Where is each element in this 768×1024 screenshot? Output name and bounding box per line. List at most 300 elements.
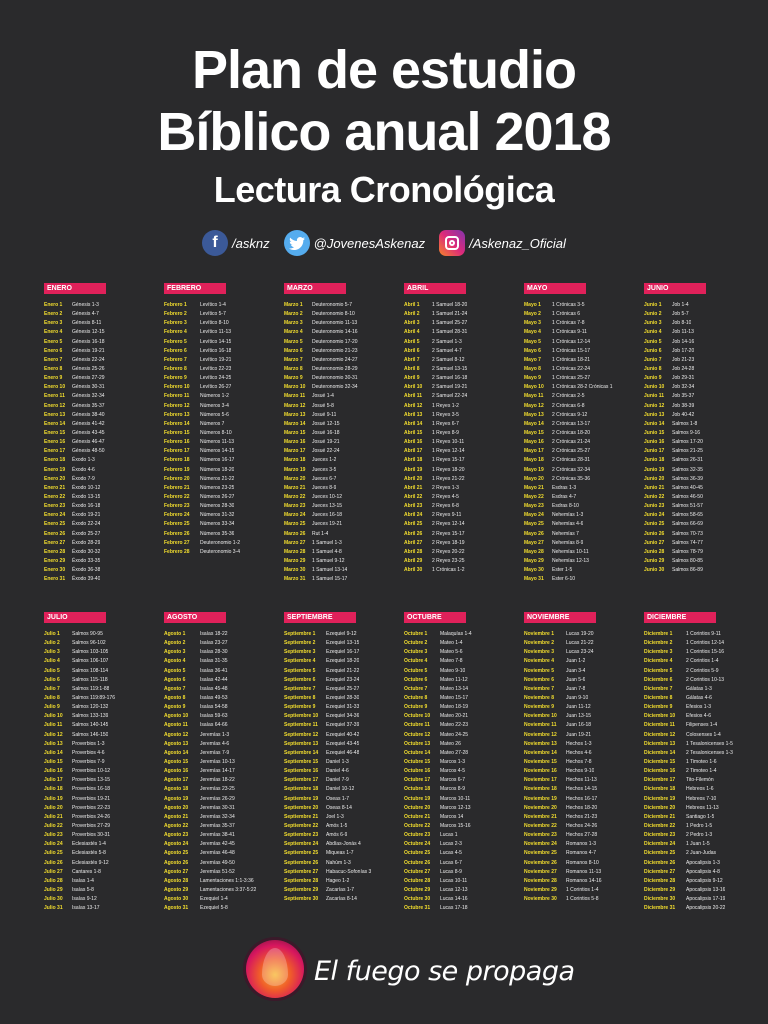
reading-passage: Génesis 8-11	[72, 320, 102, 327]
reading-row	[524, 374, 644, 383]
day-label: Abril 17	[404, 448, 423, 455]
month-header: ENERO	[44, 283, 106, 294]
reading-passage: Números 23-25	[200, 484, 235, 491]
reading-passage: Deuteronomio 8-10	[312, 311, 355, 318]
day-label: Mayo 11	[524, 393, 544, 400]
day-label: Septiembre 25	[284, 850, 319, 857]
reading-passage: Efesios 4-6	[686, 713, 712, 720]
reading-row	[404, 520, 524, 529]
day-label: Mayo 6	[524, 347, 541, 354]
day-label: Noviembre 1	[524, 631, 555, 637]
reading-passage: Proverbios 22-23	[72, 804, 111, 811]
reading-row	[44, 877, 164, 886]
day-label: Noviembre 12	[524, 731, 557, 738]
reading-passage: Números 16-17	[200, 457, 235, 464]
reading-row	[644, 438, 764, 447]
reading-row	[644, 721, 764, 730]
day-label: Agosto 15	[164, 758, 189, 765]
reading-passage: Hechos 14-15	[566, 786, 598, 793]
reading-passage: 1 Crónicas 9-11	[552, 329, 587, 336]
reading-row	[524, 767, 644, 776]
reading-passage: Josué 5-8	[312, 402, 334, 409]
day-label: Abril 20	[404, 475, 423, 482]
day-label: Junio 19	[644, 466, 665, 473]
day-label: Septiembre 1	[284, 631, 316, 637]
reading-row	[164, 840, 284, 849]
reading-row	[44, 557, 164, 566]
reading-row	[644, 511, 764, 520]
reading-passage: 2 Crónicas 2-5	[552, 393, 585, 400]
reading-row	[524, 566, 644, 575]
reading-passage: 2 Samuel 4-7	[432, 347, 462, 354]
reading-row	[524, 813, 644, 822]
reading-passage: Números 14-15	[200, 448, 235, 455]
day-label: Abril 5	[404, 338, 420, 345]
reading-passage: Lucas 19-20	[566, 631, 594, 637]
reading-row	[284, 749, 404, 758]
reading-passage: Mateo 27-28	[440, 749, 469, 756]
reading-row	[44, 548, 164, 557]
reading-row	[644, 886, 764, 895]
reading-passage: Lucas 4-5	[440, 850, 462, 857]
reading-row	[284, 795, 404, 804]
reading-passage: Deuteronomio 24-27	[312, 356, 358, 363]
reading-passage: Jeremías 32-34	[200, 813, 235, 820]
reading-row	[524, 886, 644, 895]
day-label: Febrero 23	[164, 503, 190, 510]
twitter-link[interactable]	[284, 230, 425, 256]
reading-passage: Ezequiel 43-45	[326, 740, 360, 747]
reading-row	[404, 877, 524, 886]
reading-row	[44, 539, 164, 548]
reading-row	[284, 402, 404, 411]
day-label: Septiembre 21	[284, 813, 319, 820]
reading-row	[44, 639, 164, 648]
reading-passage: Éxodo 36-38	[72, 567, 101, 574]
reading-row	[404, 484, 524, 493]
reading-passage: Juan 7-8	[566, 685, 586, 692]
day-label: Mayo 14	[524, 420, 544, 427]
reading-row	[644, 676, 764, 685]
day-label: Diciembre 11	[644, 722, 675, 729]
day-label: Abril 25	[404, 521, 423, 528]
reading-passage: 1 Corintios 9-11	[686, 631, 721, 637]
day-label: Julio 10	[44, 713, 63, 720]
reading-row	[164, 712, 284, 721]
reading-row	[164, 356, 284, 365]
reading-row	[284, 886, 404, 895]
reading-passage: Hechos 18-20	[566, 804, 598, 811]
reading-passage: Jeremías 30-31	[200, 804, 235, 811]
reading-row	[284, 557, 404, 566]
reading-row	[404, 657, 524, 666]
reading-row	[644, 475, 764, 484]
reading-passage: Ezequiel 5-8	[200, 905, 228, 912]
reading-row	[524, 365, 644, 374]
reading-passage: Malaquías 1-4	[440, 631, 472, 637]
reading-row	[164, 767, 284, 776]
month-septiembre	[284, 612, 404, 904]
day-label: Diciembre 5	[644, 667, 673, 674]
day-label: Diciembre 28	[644, 877, 676, 884]
reading-row	[44, 530, 164, 539]
reading-passage: Romanos 8-10	[566, 859, 599, 866]
day-label: Enero 22	[44, 493, 66, 500]
reading-passage: Nahúm 1-3	[326, 859, 351, 866]
day-label: Agosto 22	[164, 822, 189, 829]
reading-row	[644, 868, 764, 877]
reading-passage: Génesis 32-34	[72, 393, 105, 400]
reading-passage: 1 Reyes 6-7	[432, 420, 459, 427]
day-label: Enero 6	[44, 347, 63, 354]
reading-row	[404, 338, 524, 347]
day-label: Agosto 18	[164, 786, 189, 793]
reading-passage: Apocalipsis 4-8	[686, 868, 720, 875]
reading-row	[284, 420, 404, 429]
reading-row	[524, 676, 644, 685]
day-label: Abril 4	[404, 329, 420, 336]
reading-row	[44, 749, 164, 758]
reading-row	[524, 840, 644, 849]
reading-passage: Levítico 1-4	[200, 302, 226, 308]
day-label: Enero 2	[44, 311, 63, 318]
reading-passage: Números 21-22	[200, 475, 235, 482]
reading-passage: 2 Corintios 5-9	[686, 667, 719, 674]
day-label: Septiembre 10	[284, 713, 319, 720]
reading-row	[524, 648, 644, 657]
reading-row	[524, 356, 644, 365]
day-label: Marzo 28	[284, 548, 306, 555]
reading-row	[44, 456, 164, 465]
reading-row	[44, 383, 164, 392]
reading-passage: Juan 11-12	[566, 704, 591, 711]
day-label: Febrero 7	[164, 356, 187, 363]
reading-row	[164, 319, 284, 328]
day-label: Junio 18	[644, 457, 665, 464]
title-line-1: Plan de estudio	[191, 40, 577, 100]
reading-passage: Job 5-7	[672, 311, 689, 318]
reading-row	[644, 557, 764, 566]
month-marzo	[284, 283, 404, 584]
facebook-link[interactable]	[202, 230, 270, 256]
reading-passage: Salmos 86-89	[672, 567, 703, 574]
reading-passage: Jeremías 42-45	[200, 841, 235, 848]
reading-passage: 2 Reyes 23-25	[432, 557, 465, 564]
reading-passage: Ezequiel 21-22	[326, 667, 360, 674]
reading-row	[164, 630, 284, 639]
reading-passage: Jeremías 46-48	[200, 850, 235, 857]
day-label: Agosto 31	[164, 905, 189, 912]
reading-passage: Levítico 19-21	[200, 356, 232, 363]
reading-row	[644, 785, 764, 794]
day-label: Abril 6	[404, 347, 420, 354]
reading-passage: Eclesiastés 5-8	[72, 850, 106, 857]
day-label: Mayo 1	[524, 302, 541, 308]
day-label: Febrero 8	[164, 365, 187, 372]
reading-passage: Éxodo 7-9	[72, 475, 95, 482]
reading-passage: Job 38-39	[672, 402, 695, 409]
reading-passage: Ester 6-10	[552, 576, 576, 583]
day-label: Marzo 24	[284, 512, 306, 519]
reading-row	[404, 749, 524, 758]
reading-row	[44, 493, 164, 502]
reading-row	[404, 795, 524, 804]
day-label: Abril 10	[404, 384, 423, 391]
reading-passage: 1 Crónicas 28-2 Crónicas 1	[552, 384, 613, 391]
day-label: Septiembre 24	[284, 841, 319, 848]
reading-row	[164, 795, 284, 804]
reading-row	[524, 657, 644, 666]
reading-row	[44, 767, 164, 776]
reading-passage: Éxodo 1-3	[72, 457, 95, 464]
day-label: Junio 12	[644, 402, 665, 409]
reading-row	[44, 886, 164, 895]
reading-row	[404, 776, 524, 785]
day-label: Mayo 20	[524, 475, 544, 482]
reading-passage: Jeremías 35-37	[200, 822, 235, 829]
day-label: Noviembre 24	[524, 841, 557, 848]
reading-passage: Levítico 24-25	[200, 375, 232, 382]
reading-passage: Ezequiel 1-4	[200, 896, 228, 903]
day-label: Julio 8	[44, 694, 60, 701]
reading-passage: Salmos 133-139	[72, 713, 109, 720]
day-label: Agosto 24	[164, 841, 189, 848]
day-label: Marzo 5	[284, 338, 303, 345]
month-header: JUNIO	[644, 283, 706, 294]
reading-row	[644, 639, 764, 648]
reading-passage: Jueces 16-18	[312, 512, 343, 519]
reading-passage: Éxodo 10-12	[72, 484, 101, 491]
reading-row	[644, 502, 764, 511]
reading-passage: 2 Juan-Judas	[686, 850, 717, 857]
day-label: Abril 24	[404, 512, 423, 519]
day-label: Julio 18	[44, 786, 63, 793]
day-label: Noviembre 17	[524, 777, 557, 784]
reading-row	[404, 438, 524, 447]
day-label: Noviembre 28	[524, 877, 557, 884]
reading-row	[644, 758, 764, 767]
day-label: Marzo 1	[284, 302, 303, 308]
reading-passage: Job 1-4	[672, 302, 689, 308]
reading-row	[524, 639, 644, 648]
reading-row	[404, 566, 524, 575]
day-label: Junio 7	[644, 356, 662, 363]
footer-tagline: El fuego se propaga	[314, 956, 575, 987]
reading-row	[524, 740, 644, 749]
reading-passage: Génesis 48-50	[72, 448, 105, 455]
reading-passage: Zacarías 1-7	[326, 886, 355, 893]
reading-row	[524, 338, 644, 347]
reading-row	[644, 328, 764, 337]
reading-row	[164, 456, 284, 465]
day-label: Abril 21	[404, 484, 423, 491]
reading-row	[44, 703, 164, 712]
reading-passage: 1 Reyes 15-17	[432, 457, 465, 464]
reading-row	[524, 438, 644, 447]
day-label: Junio 21	[644, 484, 665, 491]
reading-passage: Marcos 10-11	[440, 795, 471, 802]
day-label: Noviembre 19	[524, 795, 557, 802]
day-label: Octubre 20	[404, 804, 431, 811]
day-label: Marzo 6	[284, 347, 303, 354]
reading-row	[644, 703, 764, 712]
day-label: Octubre 9	[404, 704, 428, 711]
reading-passage: Génesis 25-26	[72, 365, 105, 372]
reading-passage: Marcos 14	[440, 813, 464, 820]
reading-row	[284, 374, 404, 383]
reading-passage: Números 5-6	[200, 411, 229, 418]
day-label: Enero 26	[44, 530, 66, 537]
day-label: Mayo 31	[524, 576, 544, 583]
day-label: Mayo 9	[524, 375, 541, 382]
reading-passage: Apocalipsis 13-16	[686, 886, 726, 893]
reading-passage: Lucas 17-18	[440, 905, 468, 912]
day-label: Diciembre 6	[644, 676, 673, 683]
reading-row	[524, 831, 644, 840]
reading-passage: Juan 19-21	[566, 731, 592, 738]
reading-row	[284, 740, 404, 749]
reading-passage: Deuteronomio 3-4	[200, 548, 241, 555]
reading-row	[164, 731, 284, 740]
day-label: Marzo 25	[284, 521, 306, 528]
day-label: Marzo 13	[284, 411, 306, 418]
reading-row	[404, 356, 524, 365]
day-label: Noviembre 26	[524, 859, 557, 866]
day-label: Mayo 8	[524, 365, 541, 372]
reading-row	[404, 840, 524, 849]
day-label: Junio 6	[644, 347, 662, 354]
reading-row	[44, 365, 164, 374]
reading-passage: Job 11-13	[672, 329, 694, 336]
reading-passage: Juan 9-10	[566, 694, 589, 701]
reading-passage: Salmos 21-25	[672, 448, 703, 455]
reading-passage: 2 Crónicas 18-20	[552, 429, 591, 436]
reading-passage: Salmos 36-39	[672, 475, 703, 482]
day-label: Enero 12	[44, 402, 66, 409]
day-label: Marzo 11	[284, 393, 306, 400]
reading-row	[44, 338, 164, 347]
reading-row	[164, 813, 284, 822]
month-header: AGOSTO	[164, 612, 226, 623]
day-label: Diciembre 30	[644, 896, 676, 903]
reading-passage: Salmos 17-20	[672, 439, 703, 446]
reading-row	[284, 520, 404, 529]
reading-row	[164, 347, 284, 356]
reading-passage: Salmos 108-114	[72, 667, 109, 674]
reading-row	[44, 310, 164, 319]
reading-passage: 1 Reyes 10-11	[432, 439, 465, 446]
reading-passage: Génesis 43-45	[72, 429, 105, 436]
reading-row	[164, 511, 284, 520]
reading-passage: 1 Samuel 18-20	[432, 302, 468, 308]
reading-row	[44, 795, 164, 804]
reading-row	[284, 484, 404, 493]
reading-passage: Romanos 4-7	[566, 850, 597, 857]
day-label: Septiembre 12	[284, 731, 319, 738]
reading-passage: Isaías 59-63	[200, 713, 228, 720]
day-label: Mayo 5	[524, 338, 541, 345]
reading-row	[524, 466, 644, 475]
day-label: Septiembre 13	[284, 740, 319, 747]
reading-passage: Salmos 106-107	[72, 658, 109, 665]
reading-passage: Mateo 9-10	[440, 667, 466, 674]
reading-row	[164, 301, 284, 310]
day-label: Enero 18	[44, 457, 66, 464]
reading-passage: 2 Samuel 8-12	[432, 356, 465, 363]
reading-passage: Deuteronomio 21-23	[312, 347, 358, 354]
reading-passage: Mateo 11-12	[440, 676, 468, 683]
day-label: Julio 28	[44, 877, 63, 884]
reading-row	[164, 877, 284, 886]
day-label: Mayo 27	[524, 539, 544, 546]
reading-passage: 2 Samuel 16-18	[432, 375, 468, 382]
reading-row	[404, 429, 524, 438]
day-label: Junio 25	[644, 521, 665, 528]
reading-row	[284, 502, 404, 511]
day-label: Mayo 17	[524, 448, 544, 455]
reading-row	[404, 493, 524, 502]
day-label: Diciembre 15	[644, 758, 676, 765]
day-label: Enero 11	[44, 393, 65, 400]
reading-row	[644, 356, 764, 365]
reading-row	[404, 859, 524, 868]
reading-passage: 1 Crónicas 6	[552, 311, 581, 318]
day-label: Abril 13	[404, 411, 423, 418]
day-label: Agosto 12	[164, 731, 189, 738]
reading-passage: Juan 3-4	[566, 667, 586, 674]
day-label: Marzo 29	[284, 557, 306, 564]
day-label: Noviembre 8	[524, 694, 555, 701]
day-label: Junio 4	[644, 329, 662, 336]
day-label: Febrero 27	[164, 539, 190, 546]
reading-passage: Génesis 12-15	[72, 329, 105, 336]
day-label: Abril 1	[404, 302, 420, 308]
instagram-link[interactable]	[439, 230, 566, 256]
reading-passage: Jueces 13-15	[312, 503, 343, 510]
reading-row	[644, 566, 764, 575]
reading-passage: Habacuc-Sofonías 3	[326, 868, 372, 875]
day-label: Julio 1	[44, 631, 60, 637]
reading-passage: Jeremías 38-41	[200, 832, 235, 839]
day-label: Abril 22	[404, 493, 423, 500]
reading-passage: Génesis 27-29	[72, 375, 105, 382]
reading-row	[164, 365, 284, 374]
reading-passage: Nehemías 10-11	[552, 548, 589, 555]
reading-row	[44, 831, 164, 840]
reading-passage: 2 Crónicas 21-24	[552, 439, 591, 446]
day-label: Febrero 13	[164, 411, 190, 418]
reading-passage: 1 Juan 1-5	[686, 841, 710, 848]
reading-passage: 2 Samuel 22-24	[432, 393, 468, 400]
reading-row	[644, 493, 764, 502]
reading-passage: Números 1-2	[200, 393, 229, 400]
day-label: Diciembre 4	[644, 658, 673, 665]
reading-row	[524, 511, 644, 520]
reading-passage: Nehemías 12-13	[552, 557, 589, 564]
day-label: Enero 31	[44, 576, 66, 583]
day-label: Marzo 9	[284, 375, 303, 382]
reading-row	[644, 539, 764, 548]
reading-passage: 2 Corintios 1-4	[686, 658, 719, 665]
day-label: Octubre 6	[404, 676, 428, 683]
reading-passage: Juan 1-2	[566, 658, 586, 665]
reading-passage: Jeremías 4-6	[200, 740, 230, 747]
day-label: Abril 12	[404, 402, 423, 409]
day-label: Julio 29	[44, 886, 63, 893]
subtitle: Lectura Cronológica	[213, 169, 555, 210]
day-label: Noviembre 6	[524, 676, 555, 683]
reading-row	[284, 392, 404, 401]
